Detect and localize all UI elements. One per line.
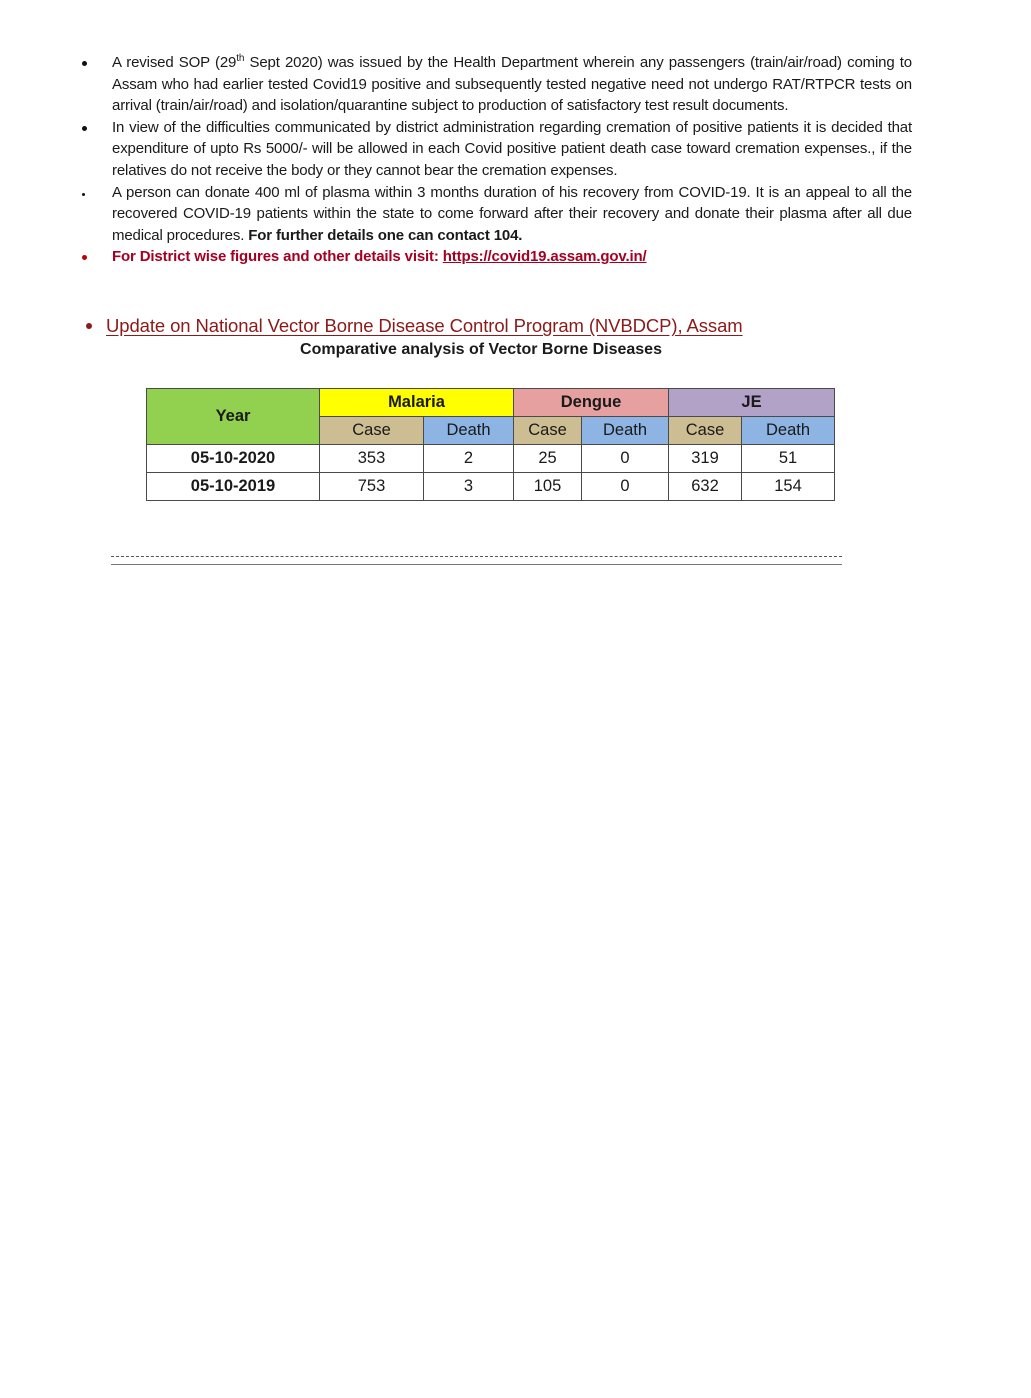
malaria-death: 3 (424, 473, 514, 501)
je-death: 51 (742, 445, 835, 473)
malaria-case-header: Case (320, 417, 424, 445)
malaria-case: 753 (320, 473, 424, 501)
divider-dashed (111, 556, 842, 557)
plasma-contact: For further details one can contact 104. (248, 226, 523, 244)
dengue-death-header: Death (582, 417, 669, 445)
bullet-list (0, 52, 1031, 268)
cremation-text: In view of the difficulties communicated by district administration regarding cremation of positive patients it is decided that expenditure of upto Rs 5000/- will be allowed in each Covid positive patient death case toward cremation expenses., if the relatives do not receive the body or they cannot bear the cremation expenses. (112, 118, 912, 179)
malaria-header: Malaria (320, 389, 514, 417)
malaria-death: 2 (424, 445, 514, 473)
je-case: 632 (669, 473, 742, 501)
je-case-header: Case (669, 417, 742, 445)
dengue-header: Dengue (514, 389, 669, 417)
year-header: Year (147, 389, 320, 445)
bullet-sop (112, 52, 912, 117)
plasma-text: A person can donate 400 ml of plasma within 3 months duration of his recovery from COVID-19. It is an appeal to all the recovered COVID-19 patients within the state to come forward after their recovery and donate their plasma after all due medical procedures. (112, 183, 912, 244)
row-year: 05-10-2019 (147, 473, 320, 501)
table-caption: Comparative analysis of Vector Borne Diseases (300, 341, 662, 358)
bullet-dot (82, 61, 87, 66)
dengue-death: 0 (582, 445, 669, 473)
bullet-dot (82, 255, 87, 260)
dengue-death: 0 (582, 473, 669, 501)
bullet-district (112, 246, 912, 268)
sop-sup: th (236, 53, 245, 64)
je-death-header: Death (742, 417, 835, 445)
je-case: 319 (669, 445, 742, 473)
bullet-cremation (112, 117, 912, 182)
district-label: For District wise figures and other details visit: (112, 248, 443, 266)
je-header: JE (669, 389, 835, 417)
bullet-dot (82, 193, 85, 196)
divider-line (111, 564, 842, 565)
dengue-case-header: Case (514, 417, 582, 445)
row-year: 05-10-2020 (147, 445, 320, 473)
sop-text-rest: Sept 2020) was issued by the Health Department wherein any passengers (train/air/road) coming to Assam who had earlier tested Covid19 positive and subsequently tested negative need not undergo RAT/RTPCR tests on arrival (train/air/road) and isolation/quarantine subject to production of satisfactory test result documents. (112, 54, 912, 115)
section-title: Update on National Vector Borne Disease Control Program (NVBDCP), Assam (106, 315, 743, 336)
bullet-dot (82, 126, 87, 131)
table-row (147, 473, 835, 501)
section-heading (86, 315, 743, 337)
bullet-dot (86, 323, 92, 329)
sop-text: A revised SOP (29 (112, 54, 237, 71)
dengue-case: 105 (514, 473, 582, 501)
malaria-case: 353 (320, 445, 424, 473)
bullet-plasma (112, 182, 912, 247)
malaria-death-header: Death (424, 417, 514, 445)
vbd-table (146, 388, 835, 501)
dengue-case: 25 (514, 445, 582, 473)
je-death: 154 (742, 473, 835, 501)
district-link[interactable]: https://covid19.assam.gov.in/ (442, 248, 647, 266)
table-row (147, 445, 835, 473)
